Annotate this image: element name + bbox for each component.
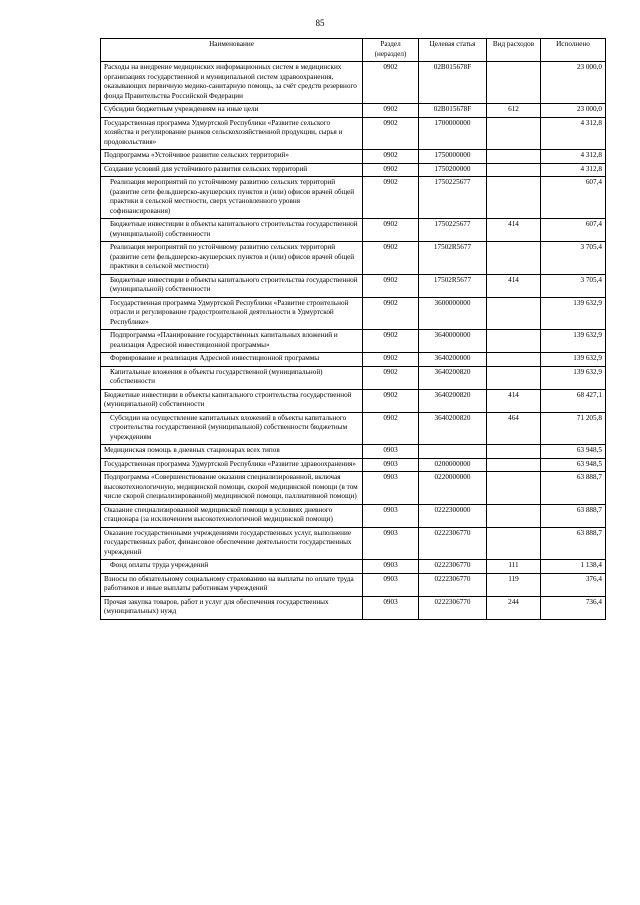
cell-ispolneno: 607,4: [541, 219, 606, 242]
cell-name: Реализация мероприятий по устойчивому развитию сельских территорий (развитие сети фельдшерско-акушерских пунктов и (или) офисов врачей общей практики в сельской местности, сверх установленного уровня софинансирования): [101, 177, 363, 219]
cell-vid: [487, 445, 541, 459]
cell-razdel: 0902: [363, 297, 419, 330]
cell-statya: 0220000000: [419, 472, 487, 505]
cell-vid: [487, 527, 541, 560]
table-row: [101, 104, 606, 118]
cell-name: Государственная программа Удмуртской Республики «Развитие здравоохранения»: [101, 458, 363, 472]
cell-ispolneno: 4 312,8: [541, 117, 606, 150]
cell-ispolneno: 68 427,1: [541, 389, 606, 412]
column-header-name: Наименование: [101, 39, 363, 62]
cell-vid: [487, 62, 541, 104]
cell-vid: 414: [487, 389, 541, 412]
cell-statya: 17502R5677: [419, 242, 487, 275]
cell-name: Формирование и реализация Адресной инвестиционной программы: [101, 353, 363, 367]
cell-vid: 464: [487, 412, 541, 445]
column-header-vid: Вид расходов: [487, 39, 541, 62]
cell-statya: 3640200000: [419, 353, 487, 367]
cell-ispolneno: 139 632,9: [541, 366, 606, 389]
cell-statya: 1750225677: [419, 177, 487, 219]
table-row: [101, 62, 606, 104]
cell-vid: [487, 458, 541, 472]
cell-razdel: 0902: [363, 117, 419, 150]
cell-statya: 0200000000: [419, 458, 487, 472]
cell-statya: 0222306770: [419, 560, 487, 574]
cell-name: Бюджетные инвестиции в объекты капитального строительства государственной (муниципальной) собственности: [101, 274, 363, 297]
cell-ispolneno: 1 138,4: [541, 560, 606, 574]
cell-vid: [487, 163, 541, 177]
cell-razdel: 0903: [363, 596, 419, 619]
table-row: [101, 163, 606, 177]
cell-razdel: 0902: [363, 150, 419, 164]
cell-name: Субсидии бюджетным учреждениям на иные цели: [101, 104, 363, 118]
cell-razdel: 0902: [363, 62, 419, 104]
cell-statya: 0222300000: [419, 504, 487, 527]
cell-razdel: 0903: [363, 527, 419, 560]
cell-vid: 612: [487, 104, 541, 118]
cell-name: Подпрограмма «Совершенствование оказания специализированной, включая высокотехнологичную, медицинской помощи, скорой медицинской помощи (в том числе скорой специализированной) медицинской помощи, паллиативной помощи): [101, 472, 363, 505]
table-row: [101, 366, 606, 389]
cell-ispolneno: 71 205,8: [541, 412, 606, 445]
table-body: [101, 62, 606, 620]
table-row: [101, 472, 606, 505]
table-row: [101, 573, 606, 596]
cell-name: Реализация мероприятий по устойчивому развитию сельских территорий (развитие сети фельдшерско-акушерских пунктов и (или) офисов врачей общей практики в сельской местности): [101, 242, 363, 275]
cell-razdel: 0902: [363, 389, 419, 412]
cell-ispolneno: 63 888,7: [541, 472, 606, 505]
cell-razdel: 0903: [363, 472, 419, 505]
table-header-row: [101, 39, 606, 62]
cell-ispolneno: 3 705,4: [541, 274, 606, 297]
column-header-razdel: Раздел (нераздел): [363, 39, 419, 62]
cell-razdel: 0902: [363, 104, 419, 118]
cell-vid: 414: [487, 274, 541, 297]
cell-vid: [487, 297, 541, 330]
page-number: 85: [315, 18, 325, 28]
table-row: [101, 458, 606, 472]
cell-name: Расходы на внедрение медицинских информационных систем в медицинских организациях государственной и муниципальной систем здравоохранения, оказывающих первичную медико-санитарную помощь, за счёт средств резервного фонда Правительства Российской Федерации: [101, 62, 363, 104]
table-row: [101, 150, 606, 164]
cell-razdel: 0902: [363, 330, 419, 353]
cell-statya: 1700000000: [419, 117, 487, 150]
cell-ispolneno: 376,4: [541, 573, 606, 596]
cell-name: Создание условий для устойчивого развития сельских территорий: [101, 163, 363, 177]
table-row: [101, 242, 606, 275]
cell-statya: 3640000000: [419, 330, 487, 353]
column-header-statya: Целевая статья: [419, 39, 487, 62]
cell-vid: [487, 330, 541, 353]
cell-ispolneno: 23 000,0: [541, 62, 606, 104]
cell-name: Субсидии на осуществление капитальных вложений в объекты капитального строительства государственной (муниципальной) собственности бюджетным учреждениям: [101, 412, 363, 445]
cell-statya: 1750000000: [419, 150, 487, 164]
table-row: [101, 389, 606, 412]
cell-ispolneno: 139 632,9: [541, 330, 606, 353]
cell-razdel: 0902: [363, 353, 419, 367]
table-row: [101, 353, 606, 367]
cell-statya: 0222306770: [419, 527, 487, 560]
cell-name: Подпрограмма «Устойчивое развитие сельских территорий»: [101, 150, 363, 164]
cell-ispolneno: 63 888,7: [541, 504, 606, 527]
cell-statya: 3640200820: [419, 412, 487, 445]
table-row: [101, 177, 606, 219]
cell-statya: 3640200820: [419, 389, 487, 412]
cell-vid: 111: [487, 560, 541, 574]
table-row: [101, 596, 606, 619]
table-row: [101, 297, 606, 330]
budget-table-container: [100, 38, 605, 620]
table-row: [101, 412, 606, 445]
cell-vid: [487, 117, 541, 150]
cell-statya: 3600000000: [419, 297, 487, 330]
cell-statya: 0222306770: [419, 573, 487, 596]
cell-vid: [487, 504, 541, 527]
cell-statya: 02В015678F: [419, 104, 487, 118]
cell-vid: 414: [487, 219, 541, 242]
table-row: [101, 274, 606, 297]
cell-ispolneno: 63 948,5: [541, 458, 606, 472]
cell-ispolneno: 4 312,8: [541, 150, 606, 164]
cell-statya: 02В015678F: [419, 62, 487, 104]
cell-statya: 3640200820: [419, 366, 487, 389]
cell-vid: [487, 150, 541, 164]
cell-ispolneno: 63 948,5: [541, 445, 606, 459]
cell-ispolneno: 736,4: [541, 596, 606, 619]
cell-name: Фонд оплаты труда учреждений: [101, 560, 363, 574]
table-row: [101, 527, 606, 560]
budget-table: [100, 38, 606, 620]
cell-name: Государственная программа Удмуртской Республики «Развитие строительной отрасли и регулирование градостроительной деятельности в Удмуртской Республике»: [101, 297, 363, 330]
column-header-ispolneno: Исполнено: [541, 39, 606, 62]
cell-vid: [487, 472, 541, 505]
cell-ispolneno: 63 888,7: [541, 527, 606, 560]
cell-razdel: 0903: [363, 445, 419, 459]
table-row: [101, 560, 606, 574]
cell-razdel: 0902: [363, 242, 419, 275]
cell-name: Медицинская помощь в дневных стационарах всех типов: [101, 445, 363, 459]
cell-vid: 244: [487, 596, 541, 619]
cell-vid: [487, 366, 541, 389]
table-header: [101, 39, 606, 62]
cell-ispolneno: 4 312,8: [541, 163, 606, 177]
table-row: [101, 445, 606, 459]
cell-ispolneno: 139 632,9: [541, 297, 606, 330]
cell-name: Прочая закупка товаров, работ и услуг для обеспечения государственных (муниципальных) нужд: [101, 596, 363, 619]
table-row: [101, 330, 606, 353]
cell-name: Государственная программа Удмуртской Республики «Развитие сельского хозяйства и регулирование рынков сельскохозяйственной продукции, сырья и продовольствия»: [101, 117, 363, 150]
cell-razdel: 0903: [363, 458, 419, 472]
cell-name: Оказание государственными учреждениями государственных услуг, выполнение государственных работ, финансовое обеспечение деятельности государственных учреждений: [101, 527, 363, 560]
cell-vid: [487, 242, 541, 275]
cell-razdel: 0903: [363, 560, 419, 574]
cell-vid: 119: [487, 573, 541, 596]
cell-statya: 1750200000: [419, 163, 487, 177]
cell-name: Капитальные вложения в объекты государственной (муниципальной) собственности: [101, 366, 363, 389]
cell-ispolneno: 23 000,0: [541, 104, 606, 118]
table-row: [101, 219, 606, 242]
cell-razdel: 0902: [363, 412, 419, 445]
cell-razdel: 0903: [363, 573, 419, 596]
cell-statya: 17502R5677: [419, 274, 487, 297]
cell-statya: 0222306770: [419, 596, 487, 619]
cell-ispolneno: 607,4: [541, 177, 606, 219]
cell-statya: [419, 445, 487, 459]
cell-ispolneno: 139 632,9: [541, 353, 606, 367]
cell-vid: [487, 177, 541, 219]
cell-name: Взносы по обязательному социальному страхованию на выплаты по оплате труда работников и иные выплаты работникам учреждений: [101, 573, 363, 596]
cell-name: Бюджетные инвестиции в объекты капитального строительства государственной (муниципальной) собственности: [101, 389, 363, 412]
cell-vid: [487, 353, 541, 367]
cell-razdel: 0902: [363, 163, 419, 177]
cell-razdel: 0902: [363, 177, 419, 219]
cell-razdel: 0902: [363, 274, 419, 297]
cell-statya: 1750225677: [419, 219, 487, 242]
table-row: [101, 117, 606, 150]
cell-razdel: 0902: [363, 366, 419, 389]
cell-ispolneno: 3 705,4: [541, 242, 606, 275]
table-row: [101, 504, 606, 527]
cell-name: Оказание специализированной медицинской помощи в условиях дневного стационара (за исключением высокотехнологичной медицинской помощи): [101, 504, 363, 527]
cell-name: Бюджетные инвестиции в объекты капитального строительства государственной (муниципальной) собственности: [101, 219, 363, 242]
cell-name: Подпрограмма «Планирование государственных капитальных вложений и реализация Адресной инвестиционной программы»: [101, 330, 363, 353]
cell-razdel: 0903: [363, 504, 419, 527]
cell-razdel: 0902: [363, 219, 419, 242]
